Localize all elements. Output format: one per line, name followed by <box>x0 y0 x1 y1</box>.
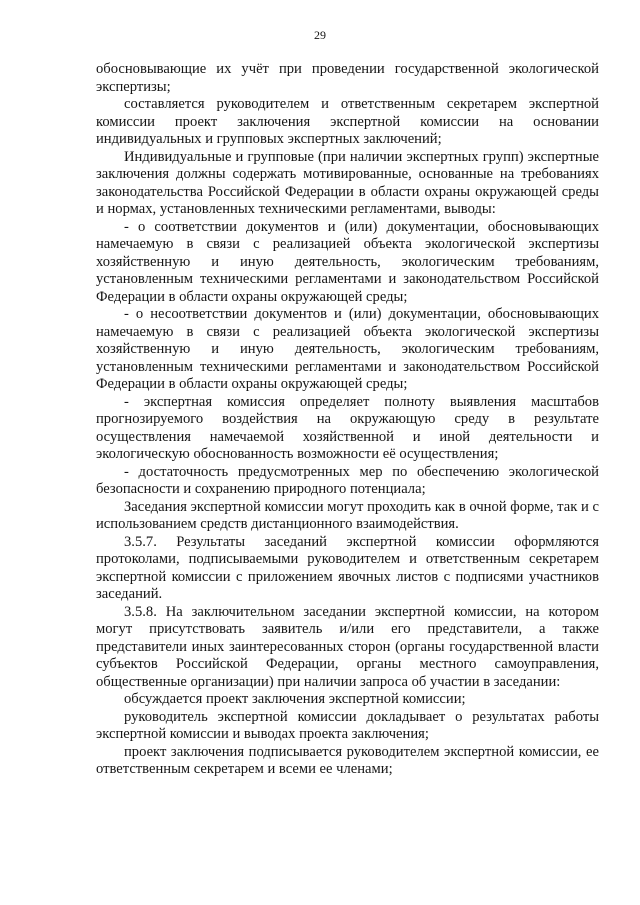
paragraph-draft-discussed: обсуждается проект заключения экспертной комиссии; <box>124 691 466 707</box>
paragraph-section-3-5-7: 3.5.7. Результаты заседаний экспертной комиссии оформляются протоколами, подписываемыми руководителем и ответственным секретарем экспертной комиссии с приложением явочных листов с подписями участников заседаний. <box>96 533 599 602</box>
page-number: 29 <box>314 28 326 42</box>
paragraph-draft-composed: составляется руководителем и ответственным секретарем экспертной комиссии проект заключения экспертной комиссии на основании индивидуальных и групповых экспертных заключений; <box>96 96 599 147</box>
paragraph-draft-signed: проект заключения подписывается руководителем экспертной комиссии, ее ответственным секретарем и всеми ее членами; <box>96 743 599 777</box>
list-item-compliance: - о соответствии документов и (или) документации, обосновывающих намечаемую в связи с реализацией объекта экологической экспертизы хозяйственную и иную деятельность, экологическим требованиям, установленным техническими регламентами и законодательством Российской Федерации в области охраны окружающей среды; <box>96 218 599 305</box>
paragraph-section-3-5-8: 3.5.8. На заключительном заседании экспертной комиссии, на котором могут присутствовать заявитель и/или его представители, а также представители иных заинтересованных сторон (органы государственной власти субъектов Российской Федерации, органы местного самоуправления, общественные организации) при наличии запроса об участии в заседании: <box>96 603 599 690</box>
list-item-non-compliance: - о несоответствии документов и (или) документации, обосновывающих намечаемую в связи с реализацией объекта экологической экспертизы хозяйственную и иную деятельность, экологическим требованиям, установленным техническими регламентами и законодательством Российской Федерации в области охраны окружающей среды; <box>96 306 599 392</box>
paragraph-continuation: обосновывающие их учёт при проведении государственной экологической экспертизы; <box>96 61 599 95</box>
list-item-safety-measures: - достаточность предусмотренных мер по обеспечению экологической безопасности и сохранению природного потенциала; <box>96 463 599 497</box>
document-body <box>96 61 599 779</box>
paragraph-individual-conclusions: Индивидуальные и групповые (при наличии экспертных групп) экспертные заключения должны содержать мотивированные, основанные на требованиях законодательства Российской Федерации в области охраны окружающей среды и нормах, установленных техническими регламентами, выводы: <box>96 148 599 217</box>
paragraph-head-reports: руководитель экспертной комиссии докладывает о результатах работы экспертной комиссии и выводах проекта заключения; <box>96 708 599 742</box>
list-item-impact-scope: - экспертная комиссия определяет полноту выявления масштабов прогнозируемого воздействия на окружающую среду в результате осуществления намечаемой хозяйственной и иной деятельности и экологическую обоснованность возможности её осуществления; <box>96 393 599 462</box>
paragraph-meeting-format: Заседания экспертной комиссии могут проходить как в очной форме, так и с использованием средств дистанционного взаимодействия. <box>96 498 599 532</box>
